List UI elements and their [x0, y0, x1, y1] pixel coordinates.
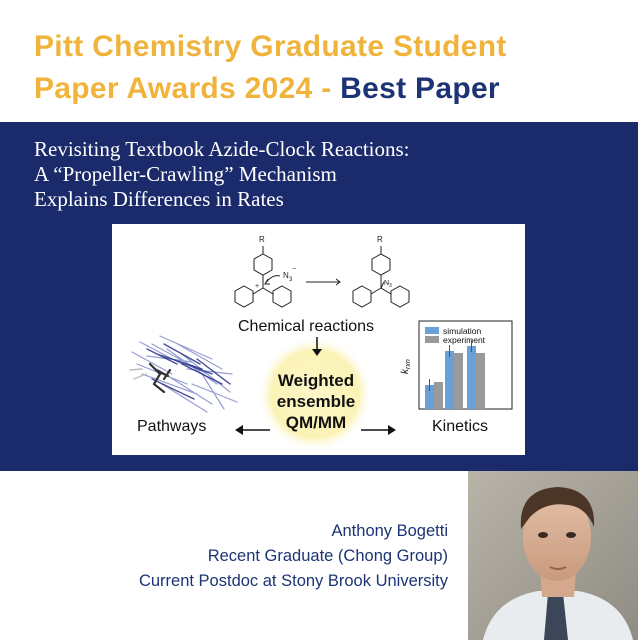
bar-simulation-4: [467, 346, 476, 409]
pathways-label: Pathways: [137, 418, 207, 435]
paper-title-line-2: A “Propeller-Crawling” Mechanism: [34, 162, 337, 186]
product-r-label: R: [377, 235, 383, 244]
product-n-label: N: [384, 280, 390, 287]
product-sub-label: 3: [389, 283, 392, 289]
bar-experiment-5: [476, 353, 485, 409]
paper-title: [34, 137, 614, 212]
product-molecule: [353, 246, 409, 307]
kinetics-label: Kinetics: [432, 418, 489, 435]
legend-experiment-swatch: [425, 336, 439, 343]
award-title-line-2: [34, 72, 500, 106]
cation-charge-label: +: [255, 283, 260, 290]
azide-n-label: N: [283, 271, 289, 280]
author-name: Anthony Bogetti: [331, 522, 448, 540]
kinetics-chart: [419, 321, 512, 409]
azide-sub-label: 3: [289, 277, 293, 283]
paper-title-line-3: Explains Differences in Rates: [34, 187, 284, 211]
author-photo: [468, 471, 638, 640]
bar-experiment-3: [454, 353, 463, 409]
author-role: Recent Graduate (Chong Group): [207, 547, 448, 565]
weighted-label-line-3: QM/MM: [285, 413, 347, 432]
header: [0, 0, 638, 122]
award-title-line-1: Pitt Chemistry Graduate Student: [34, 30, 507, 63]
author-position: Current Postdoc at Stony Brook University: [138, 572, 448, 590]
legend-simulation-swatch: [425, 327, 439, 334]
reactant-r-label: R: [259, 235, 265, 244]
award-title-prefix: Paper Awards 2024 -: [34, 72, 341, 105]
legend-experiment-label: experiment: [443, 335, 486, 345]
weighted-label-line-1: Weighted: [277, 371, 355, 390]
chemical-reactions-label: Chemical reactions: [238, 318, 375, 335]
pathways-graphic: [130, 336, 237, 412]
abstract-figure: [112, 224, 525, 455]
bar-simulation-2: [445, 351, 454, 409]
best-paper-label: Best Paper: [340, 72, 500, 105]
rate-axis-label: $k_{rxn}$: [400, 359, 412, 374]
bar-experiment-1: [434, 382, 443, 409]
legend-simulation-label: simulation: [443, 326, 482, 336]
paper-title-line-1: Revisiting Textbook Azide-Clock Reactions:: [34, 137, 410, 161]
weighted-ensemble-label: [258, 370, 374, 433]
azide-charge-label: −: [292, 266, 297, 273]
weighted-label-line-2: ensemble: [276, 392, 356, 411]
